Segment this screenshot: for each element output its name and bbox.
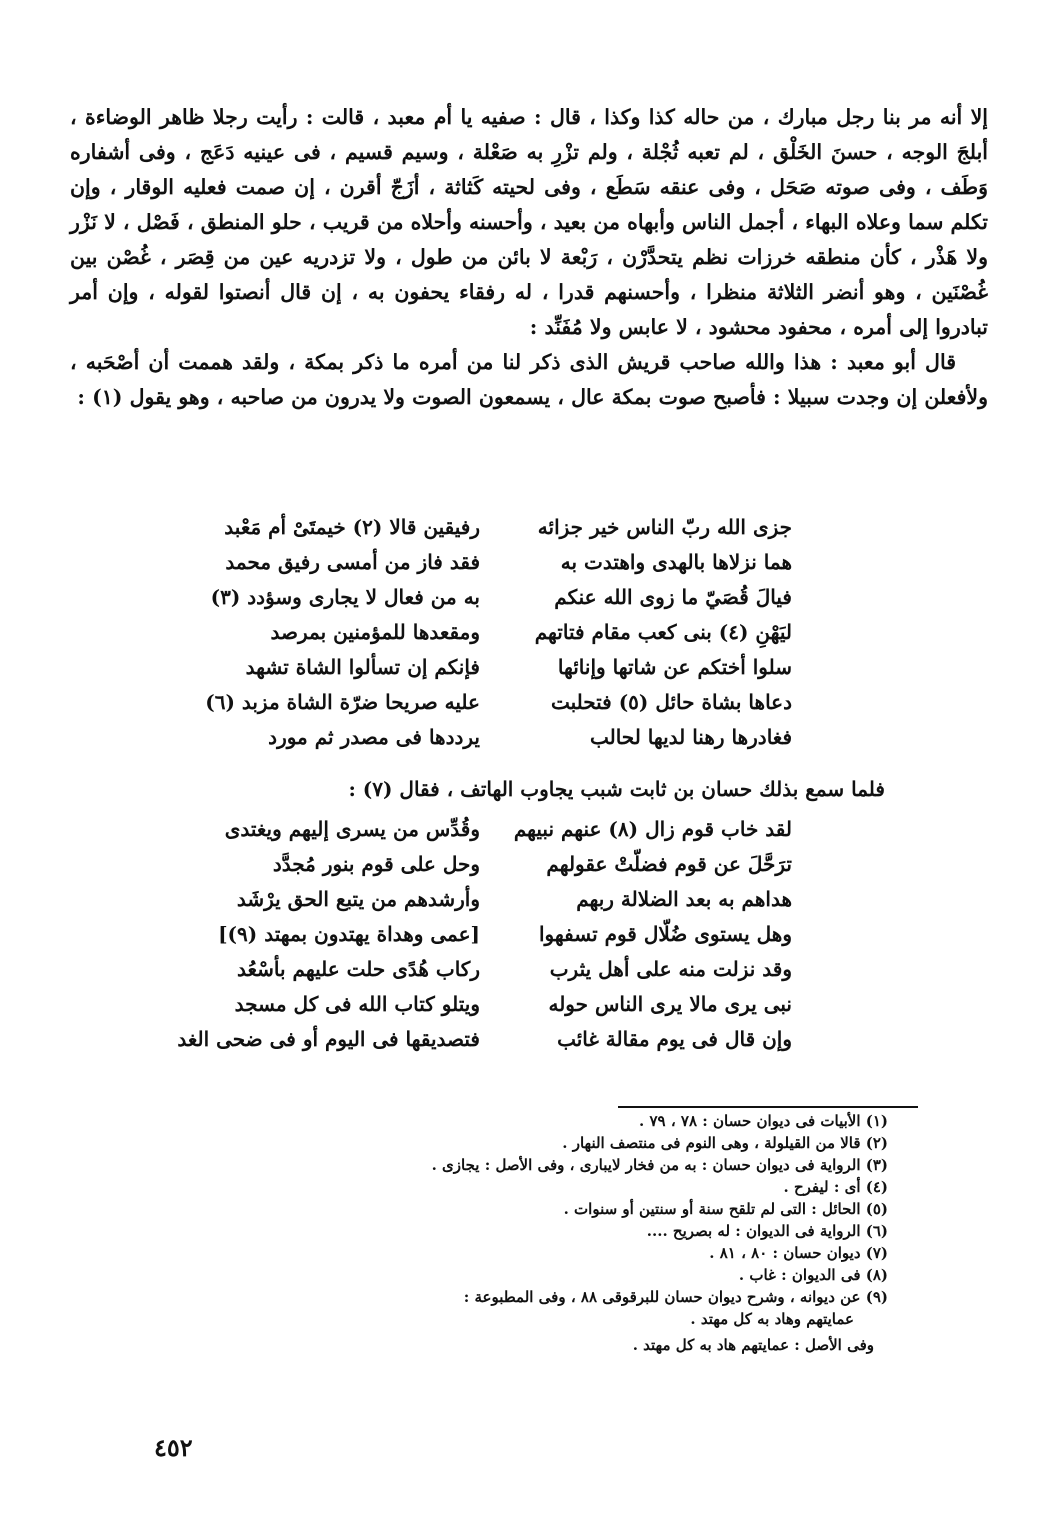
- hemistich-second: عليه صريحا ضرّة الشاة مزبد (٦): [205, 690, 480, 714]
- verse-line: [0, 812, 1052, 847]
- footnote: (٣) الرواية فى ديوان حسان : به من فخار لايبارى ، وفى الأصل : يجازى .: [431, 1156, 888, 1174]
- hemistich-first: هداهم به بعد الضلالة ربهم: [576, 887, 792, 911]
- footnote-rule: [618, 1106, 918, 1108]
- hemistich-first: وقد نزلت منه على أهل يثرب: [549, 957, 792, 981]
- verse-line: [0, 650, 1052, 685]
- footnote: (٢) قالا من القيلولة ، وهى النوم فى منتصف النهار .: [562, 1134, 888, 1152]
- footnote: (٨) فى الديوان : غاب .: [738, 1266, 888, 1284]
- verse-line: [0, 882, 1052, 917]
- hemistich-first: ترَحَّلَ عن قوم فضلّتْ عقولهم: [546, 852, 792, 876]
- verse-line: [0, 615, 1052, 650]
- verse-line: [0, 917, 1052, 952]
- hemistich-second: به من فعال لا يجارى وسؤدد (٣): [210, 585, 480, 609]
- verse-line: [0, 720, 1052, 755]
- hemistich-second: رفيقين قالا (٢) خيمتَىْ أم مَعْبد: [224, 515, 480, 539]
- hemistich-second: فإنكم إن تسألوا الشاة تشهد: [245, 655, 480, 679]
- verse-line: [0, 1022, 1052, 1057]
- verse-line: [0, 510, 1052, 545]
- hemistich-second: يرددها فى مصدر ثم مورد: [268, 725, 480, 749]
- hemistich-first: سلوا أختكم عن شاتها وإنائها: [557, 655, 792, 679]
- paragraph: قال أبو معبد : هذا والله صاحب قريش الذى ذكر لنا من أمره ما ذكر بمكة ، ولقد هممت أن أصْحَبه ، ولأفعلن إن وجدت سبيلا : فأصبح صوت بمكة عال ، يسمعون الصوت ولا يدرون من صاحبه ، وهو يقول (١) :: [70, 350, 988, 409]
- verse-line: [0, 685, 1052, 720]
- footnote: (١) الأبيات فى ديوان حسان : ٧٨ ، ٧٩ .: [639, 1112, 888, 1130]
- hemistich-second: ركاب هُدًى حلت عليهم بأسْعُد: [237, 957, 480, 981]
- verse-line: [0, 952, 1052, 987]
- poem-first: [0, 510, 1052, 755]
- verse-line: [0, 987, 1052, 1022]
- footnote: (٥) الحائل : التى لم تلقح سنة أو سنتين أو سنوات .: [563, 1200, 888, 1218]
- hemistich-first: جزى الله ربّ الناس خير جزائه: [537, 515, 792, 539]
- poem-second: [0, 812, 1052, 1057]
- hemistich-first: وهل يستوى ضُلّال قوم تسفهوا: [539, 922, 792, 946]
- footnote-continuation: عمايتهم وهاد به كل مهتد .: [690, 1310, 854, 1328]
- footnote: (٧) ديوان حسان : ٨٠ ، ٨١ .: [709, 1244, 888, 1262]
- hemistich-second: ومقعدها للمؤمنين بمرصد: [270, 620, 480, 644]
- hemistich-first: نبى يرى مالا يرى الناس حوله: [548, 992, 792, 1016]
- hemistich-second: فتصديقها فى اليوم أو فى ضحى الغد: [177, 1027, 480, 1051]
- page-number: ٤٥٢: [154, 1433, 193, 1462]
- hemistich-second: وقُدِّس من يسرى إليهم ويغتدى: [224, 817, 480, 841]
- footnote: (٦) الرواية فى الديوان : له بصريح ....: [646, 1222, 888, 1240]
- paragraph: إلا أنه مر بنا رجل مبارك ، من حاله كذا وكذا ، قال : صفيه يا أم معبد ، قالت : رأيت رجلا ظاهر الوضاءة ، أبلجَ الوجه ، حسنَ الخَلْق ، لم تعبه ثُجْلة ، ولم تزْرِ به صَعْلة ، وسيم قسيم ، فى عينيه دَعَج ، وفى أشفاره وَطَف ، وفى صوته صَحَل ، وفى عنقه سَطَع ، وفى لحيته كَثاثة ، أزَجّ أقرن ، إن صمت فعليه الوقار ، وإن تكلم سما وعلاه البهاء ، أجمل الناس وأبهاه من بعيد ، وأحسنه وأحلاه من قريب ، حلو المنطق ، فَصْل ، لا نَزْر ولا هَذْر ، كأن منطقه خرزات نظم يتحدَّرْن ، رَبْعة لا بائن من طول ، ولا تزدريه عين من قِصَر ، غُصْن بين غُصْنَين ، وهو أنضر الثلاثة منظرا ، وأحسنهم قدرا ، له رفقاء يحفون به ، إن قال أنصتوا لقوله ، وإن أمر تبادروا إلى أمره ، محفود محشود ، لا عابس ولا مُفَنِّد :: [70, 105, 988, 339]
- hemistich-first: فغادرها رهنا لديها لحالب: [589, 725, 792, 749]
- hemistich-second: وحل على قوم بنور مُجدَّد: [272, 852, 480, 876]
- hemistich-first: دعاها بشاة حائل (٥) فتحلبت: [550, 690, 792, 714]
- hemistich-second: فقد فاز من أمسى رفيق محمد: [225, 550, 480, 574]
- footnote: (٩) عن ديوانه ، وشرح ديوان حسان للبرقوقى ٨٨ ، وفى المطبوعة :: [463, 1288, 888, 1306]
- prose-block: [70, 100, 988, 415]
- hemistich-first: لقد خاب قوم زال (٨) عنهم نبيهم: [513, 817, 792, 841]
- hemistich-second: وأرشدهم من يتبع الحق يرْشَد: [236, 887, 480, 911]
- hemistich-second: [عمى وهداة يهتدون بمهتد (٩)]: [218, 922, 480, 946]
- footnote: (٤) أى : ليفرح .: [783, 1178, 888, 1196]
- hemistich-first: وإن قال فى يوم مقالة غائب: [557, 1027, 792, 1051]
- hemistich-second: ويتلو كتاب الله فى كل مسجد: [234, 992, 480, 1016]
- verse-line: [0, 580, 1052, 615]
- verse-line: [0, 847, 1052, 882]
- footnotes: [300, 1110, 888, 1356]
- footnote-continuation: وفى الأصل : عمايتهم هاد به كل مهتد .: [632, 1336, 874, 1354]
- hemistich-first: فيالَ قُصَيّ ما زوى الله عنكم: [554, 585, 792, 609]
- bridge-line: فلما سمع بذلك حسان بن ثابت شبب يجاوب الهاتف ، فقال (٧) :: [348, 777, 885, 801]
- verse-line: [0, 545, 1052, 580]
- hemistich-first: ليَهْنِ (٤) بنى كعب مقام فتاتهم: [534, 620, 792, 644]
- hemistich-first: هما نزلاها بالهدى واهتدت به: [560, 550, 792, 574]
